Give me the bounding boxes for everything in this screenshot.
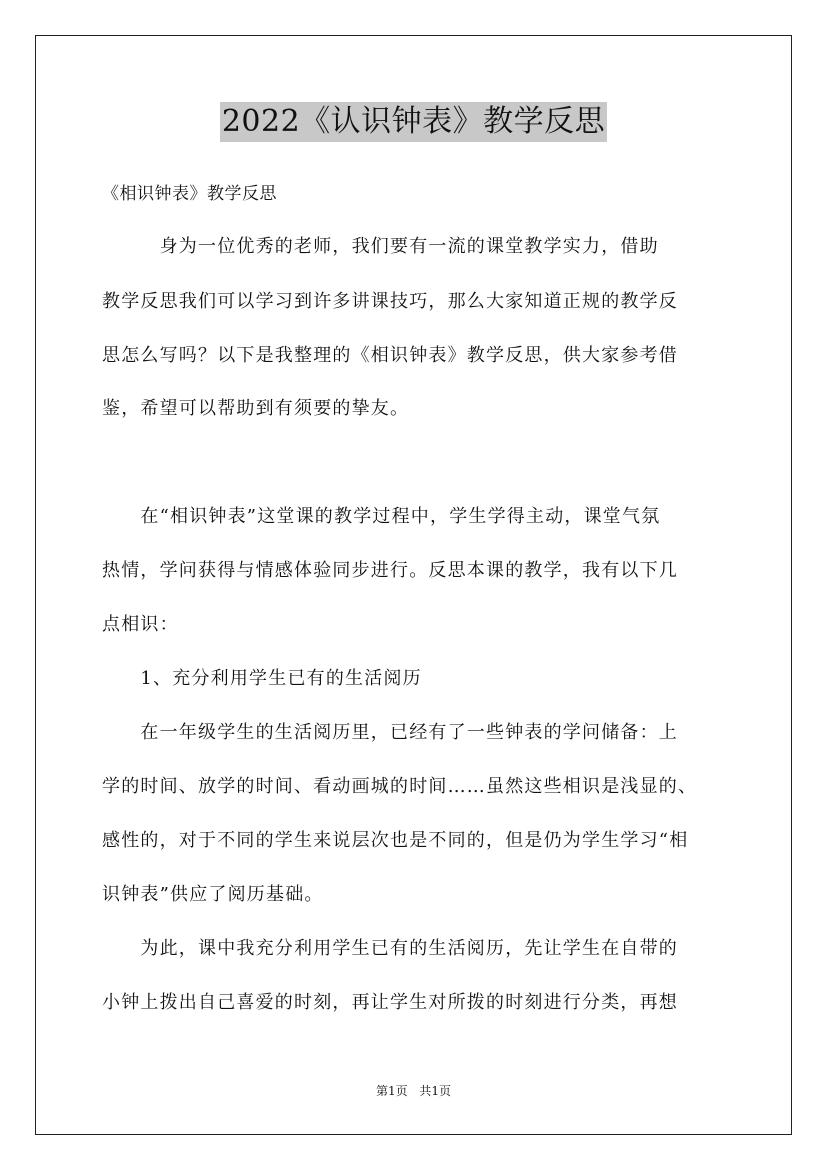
section-heading-1: 1、充分利用学生已有的生活阅历: [102, 668, 422, 689]
text-line-4: 鉴，希望可以帮助到有须要的挚友。: [102, 398, 410, 419]
text-line-9: 学的时间、放学的时间、看动画城的时间……虽然这些相识是浅显的、: [102, 776, 698, 797]
document-title: 2022《认识钟表》教学反思: [220, 102, 607, 142]
text-line-5: 在“相识钟表”这堂课的教学过程中，学生学得主动，课堂气氛: [102, 506, 661, 527]
page-footer: [0, 1083, 827, 1099]
text-line-1: 身为一位优秀的老师，我们要有一流的课堂教学实力，借助: [102, 236, 659, 257]
page-total: 共1页: [419, 1084, 452, 1098]
text-line-11: 识钟表”供应了阅历基础。: [102, 884, 324, 905]
text-line-3: 思怎么写吗？以下是我整理的《相识钟表》教学反思，供大家参考借: [102, 345, 678, 366]
title-wrap: [0, 102, 827, 142]
text-line-7: 点相识：: [102, 614, 179, 635]
text-line-6: 热情，学问获得与情感体验同步进行。反思本课的教学，我有以下几: [102, 560, 678, 581]
text-line-2: 教学反思我们可以学习到许多讲课技巧，那么大家知道正规的教学反: [102, 291, 678, 312]
text-line-8: 在一年级学生的生活阅历里，已经有了一些钟表的学问储备：上: [102, 722, 678, 743]
page-number: 第1页: [375, 1084, 408, 1098]
document-subtitle: 《相识钟表》教学反思: [102, 184, 277, 204]
text-line-12: 为此，课中我充分利用学生已有的生活阅历，先让学生在自带的: [102, 938, 678, 959]
text-line-13: 小钟上拨出自己喜爱的时刻，再让学生对所拨的时刻进行分类，再想: [102, 992, 678, 1013]
text-line-10: 感性的，对于不同的学生来说层次也是不同的，但是仍为学生学习“相: [102, 830, 689, 851]
